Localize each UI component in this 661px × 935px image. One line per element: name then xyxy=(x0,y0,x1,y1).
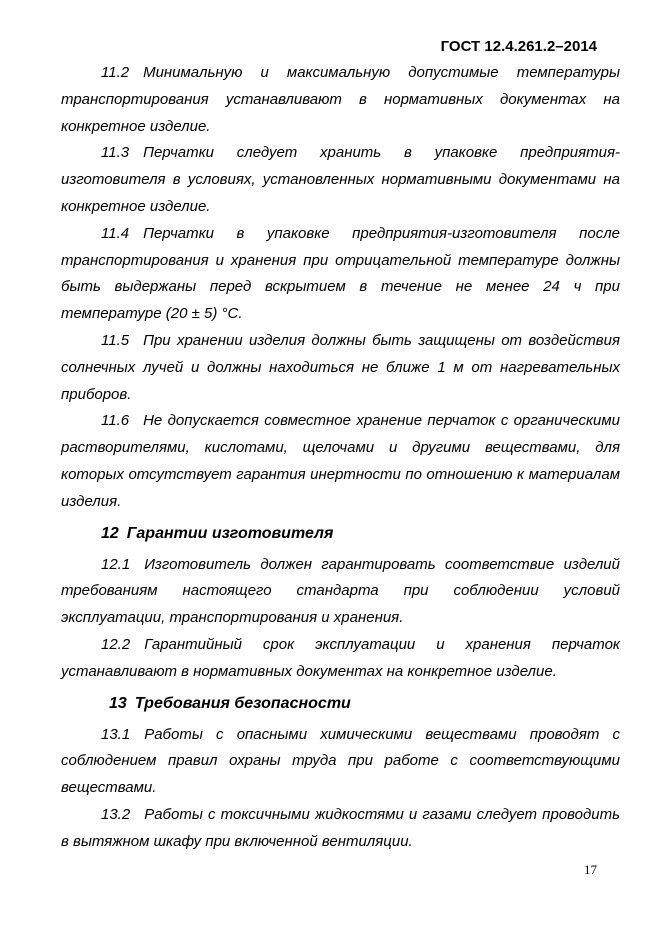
paragraph-12-1 xyxy=(61,552,620,632)
paragraph-text: Изготовитель должен гарантировать соответствие изделий требованиям настоящего стандарта при соблюдении условий эксплуатации, транспортирования и хранения. xyxy=(61,555,620,627)
paragraph-text: Минимальную и максимальную допустимые температуры транспортирования устанавливают в нормативных документах на конкретное изделие. xyxy=(61,64,620,135)
paragraph-number: 13.1 xyxy=(101,725,131,743)
paragraph-11-2 xyxy=(61,60,620,140)
paragraph-number: 11.6 xyxy=(101,412,130,430)
paragraph-11-3 xyxy=(61,140,620,220)
paragraph-number: 11.4 xyxy=(101,224,130,242)
paragraph-number: 11.3 xyxy=(101,144,130,162)
section-number: 13 xyxy=(109,694,127,712)
paragraph-11-6 xyxy=(61,408,620,515)
paragraph-text: При хранении изделия должны быть защищены от воздействия солнечных лучей и должны находиться не ближе 1 м от нагревательных приборов. xyxy=(61,331,620,403)
document-body xyxy=(61,60,620,856)
paragraph-number: 12.1 xyxy=(101,555,131,573)
paragraph-13-2 xyxy=(61,802,620,856)
section-heading-13 xyxy=(61,690,620,718)
paragraph-12-2 xyxy=(61,632,620,686)
paragraph-13-1 xyxy=(61,722,620,802)
paragraph-11-5 xyxy=(61,328,620,408)
section-title: Требования безопасности xyxy=(134,694,351,712)
paragraph-text: Работы с опасными химическими веществами проводят с соблюдением правил охраны труда при работе с соответствующими веществами. xyxy=(61,725,620,797)
paragraph-text: Работы с токсичными жидкостями и газами следует проводить в вытяжном шкафу при включенной вентиляции. xyxy=(61,805,620,850)
section-number: 12 xyxy=(101,524,119,542)
paragraph-number: 11.2 xyxy=(101,64,130,81)
document-code-header: ГОСТ 12.4.261.2–2014 xyxy=(440,38,597,55)
section-heading-12 xyxy=(61,520,620,548)
paragraph-text: Перчатки в упаковке предприятия-изготовителя после транспортирования и хранения при отрицательной температуре должны быть выдержаны перед вскрытием в течение не менее 24 ч при температуре (20 ± 5) °С. xyxy=(61,224,620,323)
paragraph-number: 13.2 xyxy=(101,805,131,823)
paragraph-number: 11.5 xyxy=(101,331,130,349)
paragraph-11-4 xyxy=(61,221,620,328)
page-number: 17 xyxy=(584,862,597,877)
section-title: Гарантии изготовителя xyxy=(126,524,334,542)
paragraph-text: Не допускается совместное хранение перчаток с органическими растворителями, кислотами, щелочами и другими веществами, для которых отсутствует гарантия инертности по отношению к материалам изделия. xyxy=(61,412,620,510)
paragraph-text: Перчатки следует хранить в упаковке предприятия-изготовителя в условиях, установленных нормативными документами на конкретное изделие. xyxy=(61,144,620,215)
paragraph-text: Гарантийный срок эксплуатации и хранения перчаток устанавливают в нормативных документах на конкретное изделие. xyxy=(61,635,620,680)
paragraph-number: 12.2 xyxy=(101,635,131,653)
